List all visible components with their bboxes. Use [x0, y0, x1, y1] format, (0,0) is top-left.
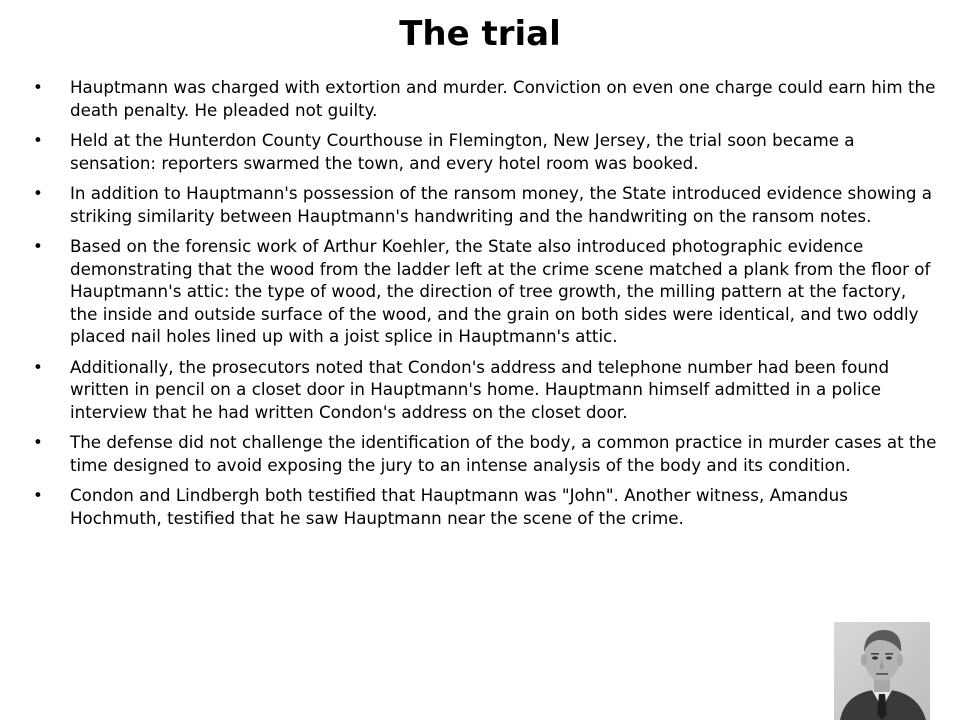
bullet-item: • Condon and Lindbergh both testified that Hauptmann was "John". Another witness, Amandus Hochmuth, testified that he saw Hauptmann near the scene of the crime.: [70, 484, 938, 529]
bullet-item: • Based on the forensic work of Arthur Koehler, the State also introduced photographic evidence demonstrating that the wood from the ladder left at the crime scene matched a plank from the floor of Hauptmann's attic: the type of wood, the direction of tree growth, the milling pattern at the factory, the inside and outside surface of the wood, and the grain on both sides were identical, and two oddly placed nail holes lined up with a joist splice in Hauptmann's attic.: [70, 235, 938, 348]
portrait-photo: [834, 622, 930, 720]
bullet-item: • Additionally, the prosecutors noted that Condon's address and telephone number had been found written in pencil on a closet door in Hauptmann's home. Hauptmann himself admitted in a police interview that he had written Condon's address on the closet door.: [70, 356, 938, 424]
bullet-item: • Hauptmann was charged with extortion and murder. Conviction on even one charge could earn him the death penalty. He pleaded not guilty.: [70, 76, 938, 121]
bullet-list: [70, 76, 938, 537]
bullet-item: • Held at the Hunterdon County Courthouse in Flemington, New Jersey, the trial soon became a sensation: reporters swarmed the town, and every hotel room was booked.: [70, 129, 938, 174]
bullet-item: • The defense did not challenge the identification of the body, a common practice in murder cases at the time designed to avoid exposing the jury to an intense analysis of the body and its condition.: [70, 431, 938, 476]
bullet-item: • In addition to Hauptmann's possession of the ransom money, the State introduced evidence showing a striking similarity between Hauptmann's handwriting and the handwriting on the ransom notes.: [70, 182, 938, 227]
slide-title: The trial: [399, 14, 561, 54]
